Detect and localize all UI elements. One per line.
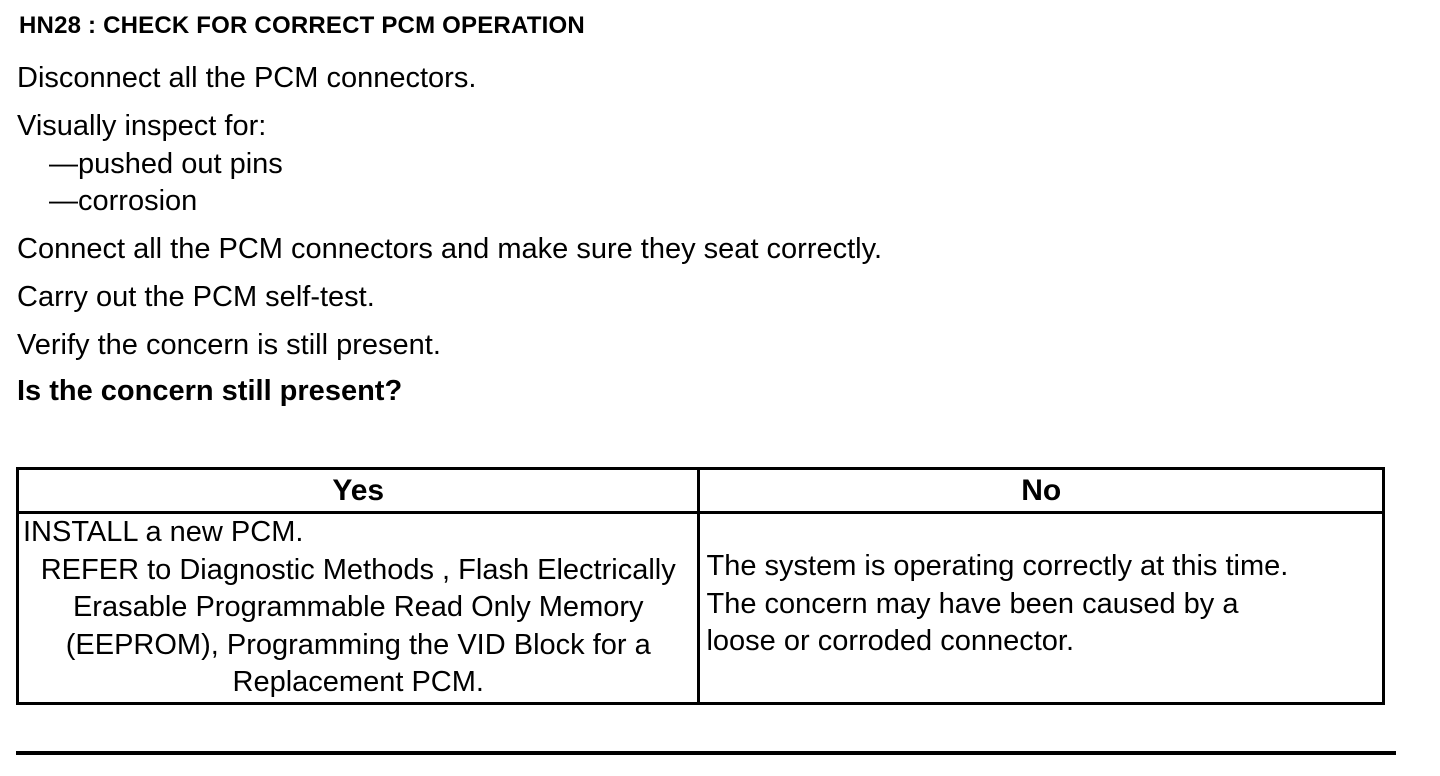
inspect-item-pins: —pushed out pins — [49, 148, 283, 180]
step-connect: Connect all the PCM connectors and make sure they seat correctly. — [17, 233, 883, 265]
step-inspect-intro: Visually inspect for: — [17, 110, 267, 142]
decision-question: Is the concern still present? — [17, 375, 403, 407]
no-column-header: No — [699, 469, 1384, 513]
result-table-header-row — [18, 469, 1384, 513]
no-action-line: loose or corroded connector. — [706, 625, 1075, 657]
inspect-item-corrosion: —corrosion — [49, 185, 198, 217]
yes-action-cell — [18, 513, 699, 704]
step-self-test: Carry out the PCM self-test. — [17, 281, 375, 313]
yes-column-header: Yes — [18, 469, 699, 513]
step-disconnect: Disconnect all the PCM connectors. — [17, 62, 477, 94]
result-table — [16, 467, 1385, 705]
no-action-cell — [699, 513, 1384, 704]
no-action-line: The concern may have been caused by a — [706, 587, 1239, 620]
procedure-heading: HN28 : CHECK FOR CORRECT PCM OPERATION — [19, 12, 585, 39]
result-table-row — [18, 513, 1384, 704]
yes-action-refer: REFER to Diagnostic Methods , Flash Electrically Erasable Programmable Read Only Memory (EEPROM), Programming the VID Block for a Replacement PCM. — [40, 553, 676, 698]
step-verify: Verify the concern is still present. — [17, 329, 441, 361]
bottom-divider — [16, 751, 1396, 755]
yes-action-install: INSTALL a new PCM. — [23, 516, 304, 548]
no-action-line: The system is operating correctly at this time. — [706, 550, 1289, 582]
